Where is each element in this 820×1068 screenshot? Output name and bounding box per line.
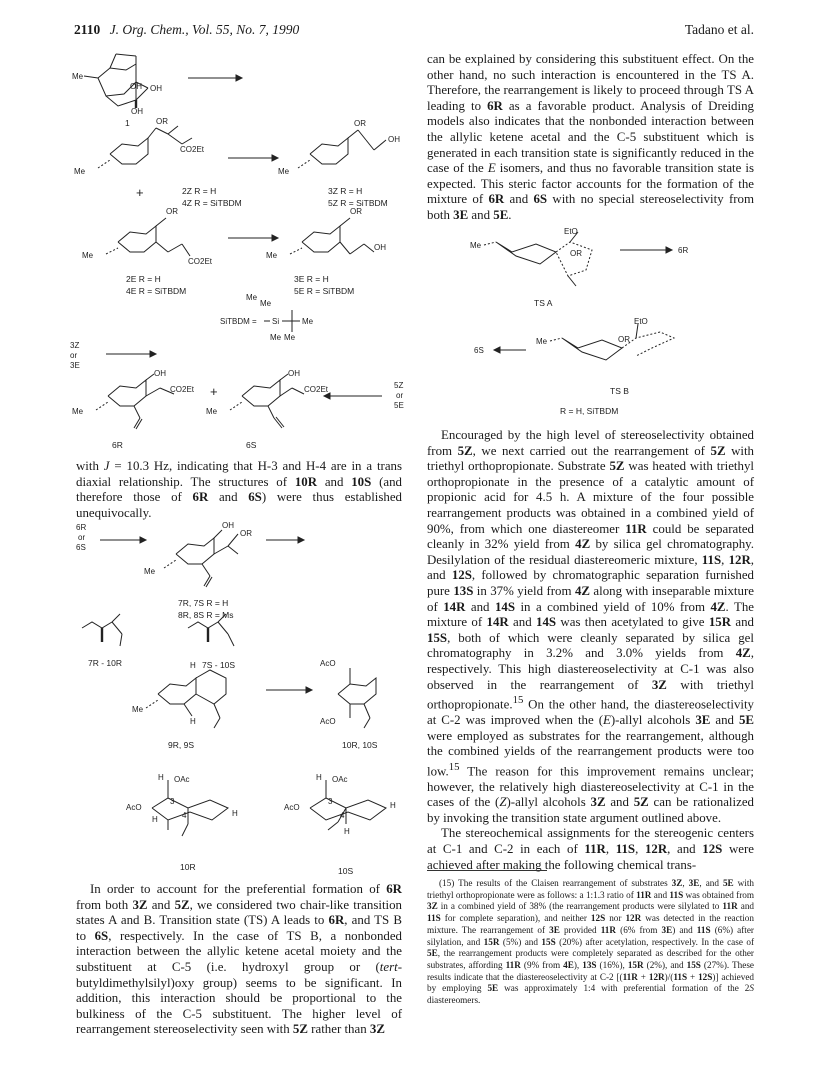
right-col-text-1 xyxy=(427,52,754,224)
me-label: Me xyxy=(302,317,314,326)
or-label: OR xyxy=(350,207,362,216)
oh-label: OH xyxy=(388,135,400,144)
or-label: OR xyxy=(240,529,252,538)
label-4z: 4Z R = SiTBDM xyxy=(182,198,242,208)
running-authors: Tadano et al. xyxy=(684,22,754,37)
or-label: OR xyxy=(156,117,168,126)
or-label: OR xyxy=(166,207,178,216)
aco-label: AcO xyxy=(284,803,300,812)
me-label: Me xyxy=(270,333,282,342)
left-col-text-2 xyxy=(76,882,402,1038)
co2et-label: CO2Et xyxy=(304,385,329,394)
label-3e: 3E R = H xyxy=(294,274,329,284)
label-2e: 2E R = H xyxy=(126,274,161,284)
h-label: H xyxy=(232,809,238,818)
scheme-claisen-substrates xyxy=(70,42,420,452)
h-label: H xyxy=(190,661,196,670)
oh-label: OH xyxy=(130,82,142,91)
eto-label: EtO xyxy=(634,317,648,326)
carbon-3-label: 3 xyxy=(170,797,175,806)
si-label: Si xyxy=(272,317,280,326)
aco-label: AcO xyxy=(126,803,142,812)
or-word: or xyxy=(396,391,404,400)
h-label: H xyxy=(158,773,164,782)
oh-label: OH xyxy=(288,369,300,378)
r-definition: R = H, SiTBDM xyxy=(560,406,619,416)
label-6r: 6R xyxy=(112,440,123,450)
oh-label: OH xyxy=(150,84,162,93)
aco-label: AcO xyxy=(320,717,336,726)
me-label: Me xyxy=(470,241,482,250)
me-label: Me xyxy=(536,337,548,346)
oh-label: OH xyxy=(222,521,234,530)
body-paragraph: can be explained by considering this substituent effect. On the other hand, no such interaction is encountered in the TS A. Therefore, the rearrangement is likely to proceed through TS A leading to 6R as a favorable product. Analysis of Dreiding models also indicates that the nonbonded interaction between the allylic ketene acetal and the C-5 substituent which is generated in each transition state is significantly reduced in the case of the E isomers, and thus no favorable transition state is expected. This steric factor accounts for the formation of the mixture of 6R and 6S with no special stereoselectivity from both 3E and 5E. xyxy=(427,52,755,222)
body-paragraph: with J = 10.3 Hz, indicating that H-3 and H-4 are in a trans diaxial relationship. The structures of 10R and 10S (and therefore those of 6R and 6S) were thus established unequivocally. xyxy=(76,459,402,520)
co2et-label: CO2Et xyxy=(170,385,195,394)
label-8r-8s: 8R, 8S R = Ms xyxy=(178,610,234,620)
label-5e: 5E xyxy=(394,401,404,410)
me-label: Me xyxy=(206,407,218,416)
label-10r: 10R xyxy=(180,862,196,872)
carbon-4-label: 4 xyxy=(182,811,187,820)
me-label: Me xyxy=(246,293,258,302)
body-paragraph: In order to account for the preferential formation of 6R from both 3Z and 5Z, we considered two chair-like transition states A and B. Transition state (TS) A leads to 6R, and TS B to 6S, respectively. In the case of TS B, a nonbonded interaction between the allylic ketene acetal moiety and the substituent at C-5 (i.e. hydroxyl group or (tert-butyldimethylsilyl)oxy group) seems to be significant. In addition, this interaction should be proportional to the bulkiness of the C-5 substituent. The higher level of rearrangement stereoselectivity seen with 5Z rather than 3Z xyxy=(76,882,403,1037)
label-6s: 6S xyxy=(76,543,86,552)
h-label: H xyxy=(190,717,196,726)
h-label: H xyxy=(390,801,396,810)
journal-citation: J. Org. Chem., Vol. 55, No. 7, 1990 xyxy=(109,22,300,37)
sitbdm-definition: SiTBDM = xyxy=(220,317,257,326)
page-number: 2110 xyxy=(74,22,101,37)
oac-label: OAc xyxy=(174,775,190,784)
label-2z: 2Z R = H xyxy=(182,186,217,196)
carbon-3-label: 3 xyxy=(328,797,333,806)
me-label: Me xyxy=(132,705,144,714)
oh-label: OH xyxy=(374,243,386,252)
or-word: or xyxy=(70,351,78,360)
label-7s-10s: 7S - 10S xyxy=(202,660,236,670)
label-10s: 10S xyxy=(338,866,354,876)
scheme-transition-states xyxy=(470,222,760,422)
label-4e: 4E R = SiTBDM xyxy=(126,286,187,296)
plus-sign: + xyxy=(136,185,144,200)
me-label: Me xyxy=(284,333,296,342)
footnote-rule xyxy=(427,870,547,871)
or-word: or xyxy=(78,533,86,542)
label-5z: 5Z R = SiTBDM xyxy=(328,198,388,208)
footnote-text: (15) The results of the Claisen rearrangement of substrates 3Z, 3E, and 5E with triethyl orthopropionate were as follows: a 1:1.3 ratio of 11R and 11S was obtained from 3Z in a combined yield of 38% (the rearrangement products were silylated to 11R and 11S for complete separation), and neither 12S nor 12R was detected in the reaction mixture. The rearrangement of 3E provided 11R (6% from 3E) and 11S (6%) after silylation, and 15R (5%) and 15S (20%) after acetylation, respectively. In the case of 5E, the rearrangement products were completely separated as described for the other substrates, affording 11R (9% from 4E), 13S (16%), 15R (2%), and 15S (27%). These results indicate that the diastereoselectivity at C-2 [(11R + 12R)/(11S + 12S)] achieved by employing 5E was approximately 1:4 with preferential formation of the 2S diastereomers. xyxy=(427,878,755,1006)
body-paragraph: The stereochemical assignments for the stereogenic centers at C-1 and C-2 in each of 11R, 11S, 12R, and 12S were achieved after making the following chemical trans- xyxy=(427,826,754,872)
plus-sign: + xyxy=(210,384,218,399)
right-col-text-2 xyxy=(427,428,754,873)
h-label: H xyxy=(344,827,350,836)
co2et-label: CO2Et xyxy=(188,257,213,266)
label-6s: 6S xyxy=(474,346,484,355)
label-9r-9s: 9R, 9S xyxy=(168,740,194,750)
me-label: Me xyxy=(72,72,84,81)
label-5z: 5Z xyxy=(394,381,404,390)
eto-label: EtO xyxy=(564,227,578,236)
label-5e: 5E R = SiTBDM xyxy=(294,286,355,296)
oac-label: OAc xyxy=(332,775,348,784)
compound-1-label: 1 xyxy=(125,118,130,128)
or-label: OR xyxy=(570,249,582,258)
or-label: OR xyxy=(354,119,366,128)
label-3z: 3Z xyxy=(70,341,80,350)
label-3e: 3E xyxy=(70,361,80,370)
scheme-structure-proof xyxy=(70,518,420,878)
oh-label: OH xyxy=(154,369,166,378)
left-col-text-1 xyxy=(76,459,402,521)
co2et-label: CO2Et xyxy=(180,145,205,154)
me-label: Me xyxy=(144,567,156,576)
body-paragraph: Encouraged by the high level of stereoselectivity obtained from 5Z, we next carried out the rearrangement of 5Z with triethyl orthopropionate. Substrate 5Z was heated with triethyl orthopropionate in the presence of a catalytic amount of propionic acid for 4.5 h. A mixture of the four possible rearrangement products was obtained in a combined yield of 90%, from which one diastereomer 11R could be separated cleanly in 32% yield from 4Z by silica gel chromatography. Desilylation of the residual diastereomeric mixture, 11S, 12R, and 12S, followed by chromatographic separation furnished pure 13S in 37% yield from 4Z along with inseparable mixture of 14R and 14S in a combined yield of 10% from 4Z. The mixture of 14R and 14S was then acetylated to give 15R and 15S, both of which were cleanly separated by silica gel chromatography in 3.2% and 3.0% yields from 4Z, respectively. This high diastereoselectivity at C-1 was also observed in the rearrangement of 3Z with triethyl orthopropionate.$^{15}$ On the other hand, the diastereoselectivity at C-2 was improved when the (E)-allyl alcohols 3E and 5E were employed as substrates for the rearrangement, although the combined yields of the rearrangement products were too low.$^{15}$ The reason for this improvement remains unclear; however, the relatively high diastereoselectivity at C-1 in the cases of the (Z)-allyl alcohols 3Z and 5Z can be rationalized by invoking the transition state argument outlined above. xyxy=(427,428,755,825)
label-6s: 6S xyxy=(246,440,257,450)
label-7r-10r: 7R - 10R xyxy=(88,658,123,668)
label-10r-10s: 10R, 10S xyxy=(342,740,378,750)
label-6r: 6R xyxy=(76,523,87,532)
me-label: Me xyxy=(266,251,278,260)
h-label: H xyxy=(316,773,322,782)
ts-b-label: TS B xyxy=(610,386,629,396)
ts-a-label: TS A xyxy=(534,298,553,308)
h-label: H xyxy=(152,815,158,824)
label-7r-7s: 7R, 7S R = H xyxy=(178,598,229,608)
page-header xyxy=(74,22,754,38)
label-6r: 6R xyxy=(678,246,689,255)
me-label: Me xyxy=(278,167,290,176)
me-label: Me xyxy=(74,167,86,176)
or-label: OR xyxy=(618,335,630,344)
me-label: Me xyxy=(82,251,94,260)
label-3z: 3Z R = H xyxy=(328,186,363,196)
oh-label: OH xyxy=(131,107,143,116)
me-label: Me xyxy=(260,299,272,308)
carbon-4-label: 4 xyxy=(340,811,345,820)
aco-label: AcO xyxy=(320,659,336,668)
me-label: Me xyxy=(72,407,84,416)
footnote-15 xyxy=(427,878,754,1007)
